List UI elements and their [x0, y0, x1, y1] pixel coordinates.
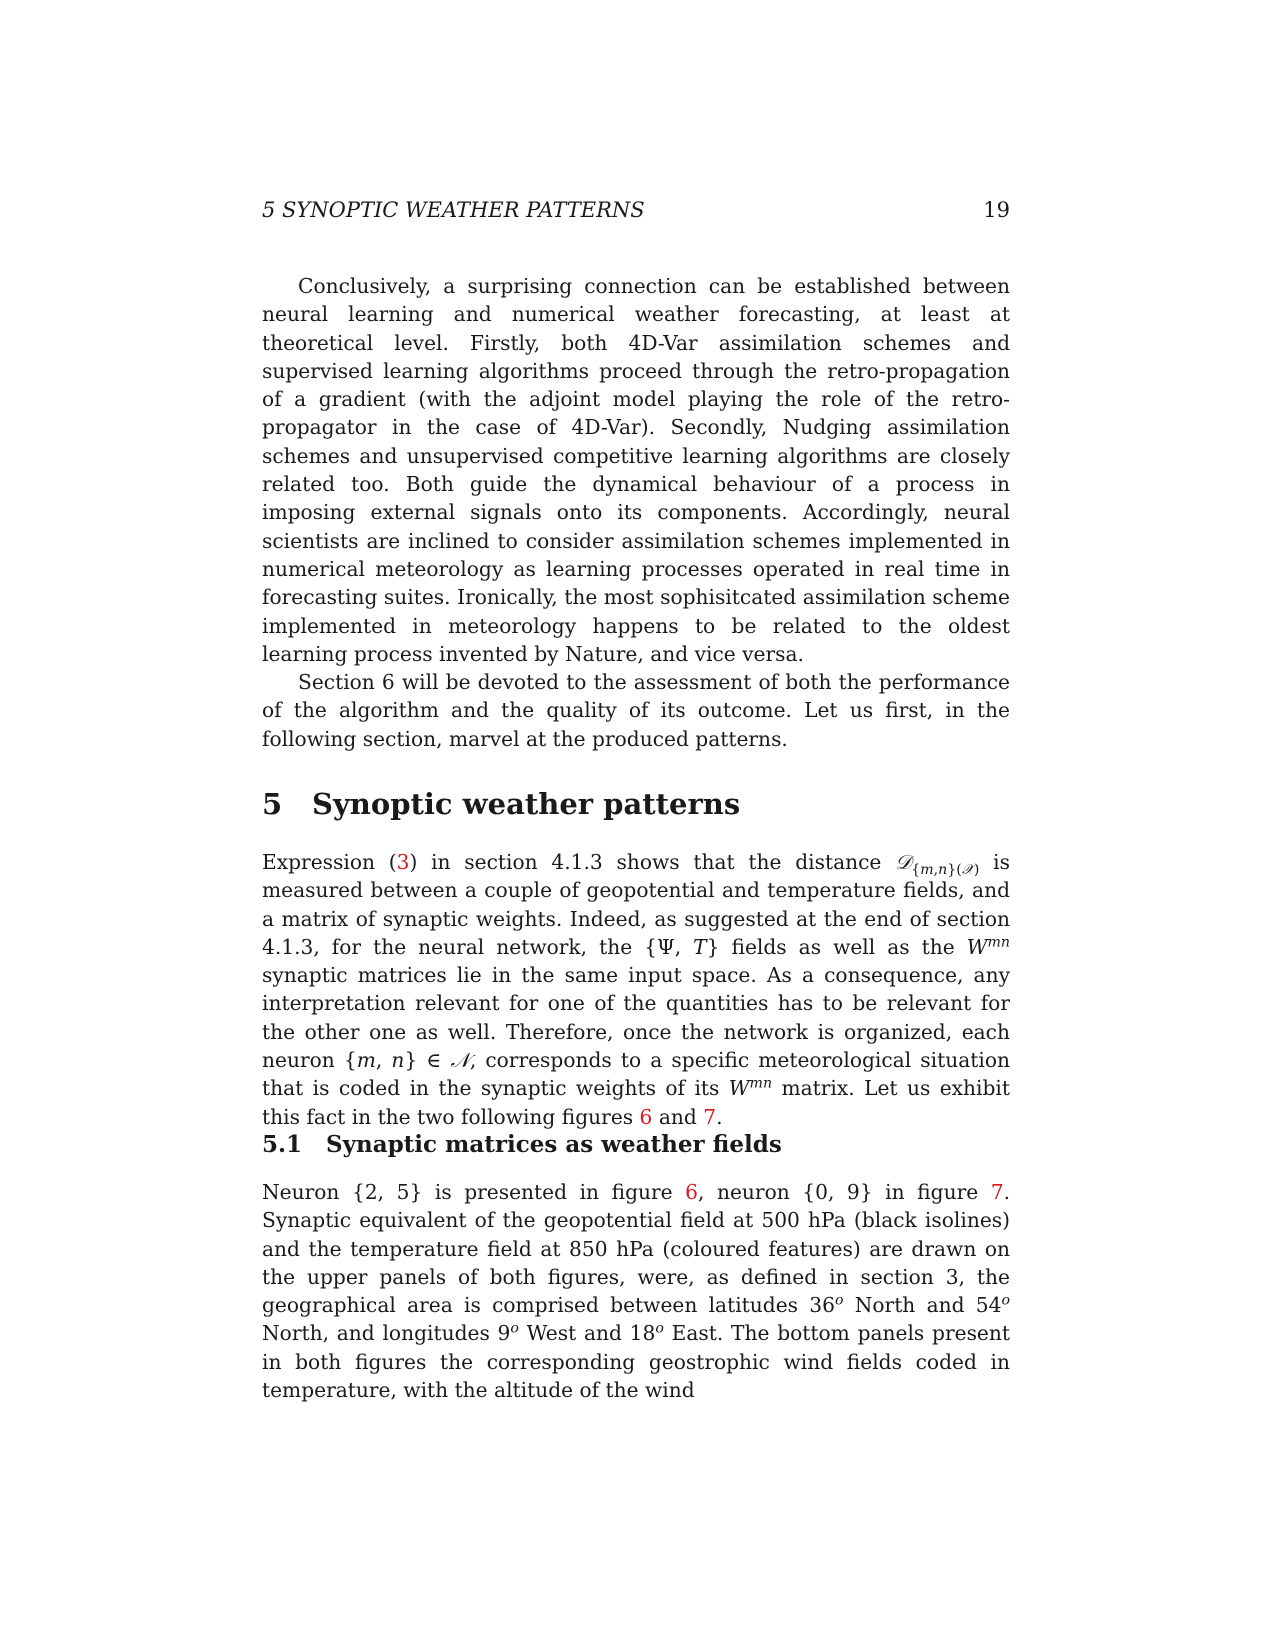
figure-6-reference-link[interactable]: 6 [685, 1180, 698, 1204]
text-run: West and 18 [518, 1321, 656, 1346]
text-run: North and 54 [843, 1293, 1002, 1318]
text-run: North, and longitudes 9 [262, 1321, 511, 1346]
text-run: . [716, 1104, 723, 1129]
distance-subscript [911, 862, 979, 878]
subsection-title: Synaptic matrices as weather fields [326, 1131, 782, 1158]
degree-superscript: o [834, 1292, 844, 1309]
text-run: ∈ [417, 1048, 451, 1073]
text-run: ) [973, 862, 980, 879]
text-run: is measured between a couple of geopotential and temperature fields, and a matrix of synaptic weights. Indeed, as suggested at the end of section 4.1.3, for the neural network, the [262, 850, 1011, 959]
text-run: , neuron {0, 9} in figure [698, 1180, 991, 1204]
section-heading-5 [262, 786, 1010, 822]
running-head-title: 5 SYNOPTIC WEATHER PATTERNS [262, 198, 645, 222]
degree-superscript: o [1001, 1292, 1010, 1309]
figure-7-reference-link[interactable]: 7 [990, 1180, 1004, 1204]
section-title: Synoptic weather patterns [312, 787, 741, 821]
text-run: Neuron {2, 5} is presented in figure [262, 1180, 686, 1204]
text-run: fields as well as the [719, 934, 967, 959]
subsection-heading-5-1 [262, 1130, 1010, 1160]
text-run: { [911, 862, 921, 879]
math-var: 𝒳 [961, 862, 974, 879]
degree-superscript: o [510, 1320, 519, 1337]
body-paragraph-conclusion: Conclusively, a surprising connection can be established between neural learning and numerical weather forecasting, at least at theoretical level. Firstly, both 4D-Var assimilation schemes and supervised learning algorithms proceed through the retro-propagation of a gradient (with the adjoint model playing the role of the retro-propagator in the case of 4D-Var). Secondly, Nudging assimilation schemes and unsupervised competitive learning algorithms are closely related too. Both guide the dynamical behaviour of a process in imposing external signals onto its components. Accordingly, neural scientists are inclined to consider assimilation schemes implemented in numerical meteorology as learning processes operated in real time in forecasting suites. Ironically, the most sophisitcated assimilation scheme implemented in meteorology happens to be related to the oldest learning process invented by Nature, and vice versa. [262, 274, 1010, 666]
text-run: Expression ( [262, 850, 397, 874]
math-superscript: mn [987, 934, 1010, 951]
text-run: , [375, 1048, 392, 1073]
weight-matrix-symbol: W [966, 934, 988, 959]
math-var: T [693, 934, 707, 959]
page-number: 19 [983, 198, 1010, 222]
text-run: , [933, 862, 939, 879]
weight-matrix-symbol: W [728, 1076, 750, 1101]
text-run: } [404, 1048, 418, 1073]
math-var: n [391, 1048, 405, 1073]
distance-symbol: 𝒟 [895, 850, 912, 874]
subsection-number: 5.1 [262, 1131, 303, 1158]
math-superscript: mn [749, 1075, 773, 1092]
math-var: m [356, 1048, 376, 1073]
degree-superscript: o [655, 1320, 664, 1337]
section-number: 5 [262, 787, 283, 821]
network-symbol: 𝒩 [450, 1048, 470, 1073]
text-run: matrix. Let us exhibit this fact in the two following figures [262, 1076, 1010, 1129]
text-run: ) in section 4.1.3 shows that the distance [409, 850, 896, 874]
body-paragraph-section-overview: Section 6 will be devoted to the assessment of both the performance of the algorithm and the quality of its outcome. Let us first, in the following section, marvel at the produced patterns. [262, 670, 1010, 751]
body-paragraph-distance-expression [262, 848, 1010, 1131]
text-run: East. The bottom panels present in both figures the corresponding geostrophic wind fields coded in temperature, with the altitude of the wind [262, 1321, 1010, 1403]
text-run: {Ψ, [644, 934, 694, 959]
text-run: . Synaptic equivalent of the geopotential field at 500 hPa (black isolines) and the temperature field at 850 hPa (coloured features) are drawn on the upper panels of both figures, were, as defined in section 3, the geographical area is comprised between latitudes 36 [262, 1180, 1010, 1318]
text-run: synaptic matrices lie in the same input space. As a consequence, any interpretation relevant for one of the quantities has to be relevant for the other one as well. Therefore, once the network is organized, each neuron [262, 963, 1010, 1073]
text-run: }( [947, 862, 962, 879]
math-var: n [938, 862, 948, 879]
figure-6-reference-link[interactable]: 6 [639, 1104, 653, 1129]
math-var: m [920, 862, 934, 879]
text-run: and [652, 1104, 704, 1129]
figure-7-reference-link[interactable]: 7 [703, 1104, 717, 1129]
text-run: , corresponds to a specific meteorological situation that is coded in the synaptic weights of its [262, 1048, 1010, 1101]
running-head [262, 196, 1010, 226]
body-paragraph-synaptic-matrices [262, 1178, 1010, 1404]
text-run: { [343, 1048, 357, 1073]
text-run: } [706, 934, 720, 959]
equation-reference-link[interactable]: 3 [396, 850, 410, 874]
